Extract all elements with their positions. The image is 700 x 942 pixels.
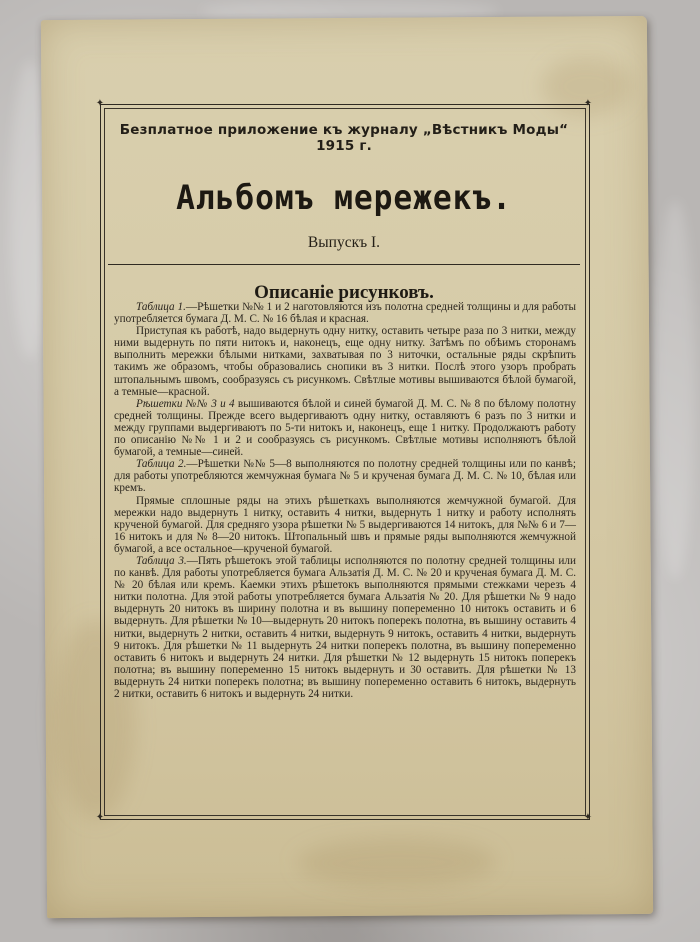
paragraph-text: Прямые сплошные ряды на этихъ рѣшеткахъ выполняются жемчужной бумагой. Для мережки надо выдернуть 1 нитку, оставить 4 нитки, выдернуть 1 нитку и работу исполнять крученой бумагой. Для средняго узора рѣшетки № 5 выдергиваются 14 нитокъ, для №№ 6 и 7—16 нитокъ и для № 8—20 нитокъ. Штопальный швъ и прямые ряды выполняются жемчужной бумагой, а все остальное—крученой бумагой. (114, 494, 576, 555)
cloth-fold (655, 200, 695, 580)
paragraph (114, 555, 576, 700)
paragraph-text: —Рѣшетки №№ 5—8 выполняются по полотну средней толщины или по канвѣ; для работы употребляются жемчужная бумага № 5 и крученая бумага Д. М. С. № 10, бѣлая или кремъ. (114, 458, 576, 495)
corner-ornament: ✦ (583, 812, 593, 823)
paper-stain (297, 837, 497, 888)
paragraph-text: —Пять рѣшетокъ этой таблицы исполняются по полотну средней толщины или по канвѣ. Для работы употребляется бумага Альзатія Д. М. С. № 20 и крученая бумага Д. М. С. № 20 бѣлая или кремъ. Каемки этихъ рѣшетокъ выполняются прямыми стежками черезъ 4 нитки полотна. Для этой работы употребляется бумага Альзатія № 20. Для рѣшетки № 9 надо выдернуть 20 нитокъ въ ширину полотна и въ вышину попеременно 10 нитокъ оставить и 6 выдернуть. Для рѣшетки № 10—выдернуть 20 нитокъ поперекъ полотна, въ вышину оставить 4 нитки, выдернуть 2 нитки, оставить 4 нитки, выдернуть 9 нитокъ, оставить 4 нитки, выдернуть 9 нитокъ. Для рѣшетки № 11 выдернуть 24 нитки поперекъ полотна, въ вышину попеременно оставить 6 нитокъ и выдернуть 24 нитки. Для рѣшетки № 12 выдернуть 15 нитокъ поперекъ полотна; въ вышину попеременно 15 нитокъ выдернуть и 30 оставить. Для рѣшетки № 13 выдернуть 24 нитки поперекъ полотна; въ вышину попеременно оставить 6 нитокъ, выдернуть 2 нитки, оставить 6 нитокъ и выдернуть 24 нитки. (114, 554, 576, 700)
issue-number: Выпускъ I. (307, 234, 381, 251)
album-title: Альбомъ мережекъ. (176, 178, 512, 218)
paragraph (114, 301, 576, 325)
paragraph (114, 458, 576, 494)
paragraph (114, 495, 576, 555)
paragraph-lead: Таблица 2. (136, 458, 187, 471)
paragraph (114, 325, 576, 398)
paragraph-text: вышиваются бѣлой и синей бумагой Д. М. С. № 8 по бѣлому полотну средней толщины. Прежде всего выдергиваютъ одну нитку, оставляютъ 6 разъ по 3 нитки и между группами выдергиваютъ по 5-ти нитокъ и, наконецъ, еще 1 нитку. Продолжаютъ работу по описанію №№ 1 и 2 и сообразуясь съ рисункомъ. Свѣтлые мотивы исполняютъ бѣлой бумагой, а темные—синей. (114, 397, 577, 459)
corner-ornament: ✦ (583, 98, 593, 109)
paragraph-lead: Рѣшетки №№ 3 и 4 (136, 397, 235, 410)
header-divider (108, 264, 580, 265)
description-text (114, 301, 576, 700)
corner-ornament: ✦ (95, 812, 105, 823)
supplement-header: Безплатное приложение къ журналу „Вѣстникъ Моды“ 1915 г. (119, 122, 569, 154)
paragraph (114, 398, 576, 458)
paragraph-text: —Рѣшетки №№ 1 и 2 наготовляются изъ полотна средней толщины и для работы употребляется бумага Д. М. С. № 16 бѣлая и красная. (114, 301, 576, 326)
paragraph-lead: Таблица 3. (136, 554, 187, 567)
corner-ornament: ✦ (95, 98, 105, 109)
section-title: Описаніе рисунковъ. (254, 282, 434, 303)
paragraph-text: Приступая къ работѣ, надо выдернуть одну нитку, оставить четыре раза по 3 нитки, между ними выдернуть по пяти нитокъ и, наконецъ, еще одну нитку. Затѣмъ по обѣимъ сторонамъ выполнить мережки бѣлыми нитками, захватывая по 3 ниточки, остальные ряды скрѣпить такимъ же образомъ, чтобы образовались снопики въ 3 нитки. Послѣ этого узоръ пробрать штопальнымъ швомъ, сообразуясь съ рисункомъ. Свѣтлые мотивы вышиваются бѣлой бумагой, а темные—красной. (114, 325, 576, 398)
paragraph-lead: Таблица 1. (136, 301, 186, 313)
